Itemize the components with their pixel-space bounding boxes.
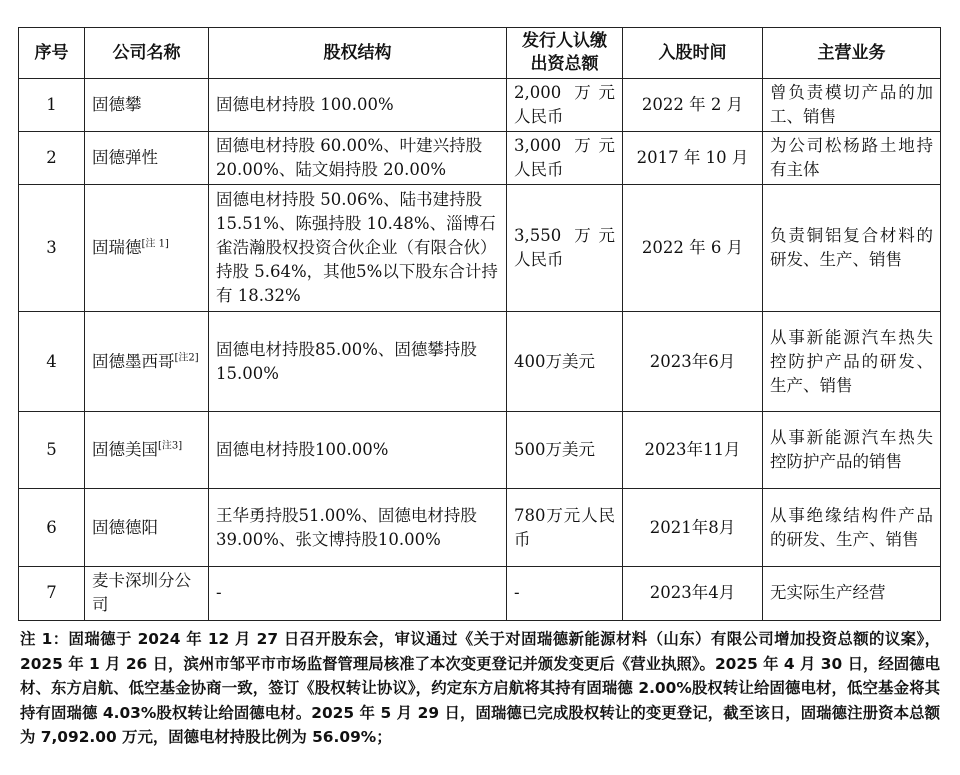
cell-company-name <box>85 185 209 311</box>
cell-business: 无实际生产经营 <box>763 566 941 620</box>
cell-date: 2021年8月 <box>623 489 763 566</box>
footnote-1: 注 1：固瑞德于 2024 年 12 月 27 日召开股东会，审议通过《关于对固瑞德新能源材料（山东）有限公司增加投资总额的议案》，2025 年 1 月 26 日，滨州市邹平市市场监督管理局核准了本次变更登记并颁发变更后《营业执照》。2025 年 4 月 30 日，经固德电材、东方启航、低空基金协商一致，签订《股权转让协议》，约定东方启航将其持有固瑞德 2.00%股权转让给固德电材，低空基金将其持有固瑞德 4.03%股权转让给固德电材。2025 年 5 月 29 日，固瑞德已完成股权转让的变更登记，截至该日，固瑞德注册资本总额为 7,092.00 万元，固德电材持股比例为 56.09%； <box>20 630 940 747</box>
cell-capital: 3,000 万元人民币 <box>507 132 623 185</box>
cell-business: 从事新能源汽车热失控防护产品的销售 <box>763 412 941 489</box>
cell-date: 2022 年 6 月 <box>623 185 763 311</box>
cell-no: 6 <box>19 489 85 566</box>
company-name: 固德美国 <box>92 440 158 460</box>
cell-capital: 780万元人民币 <box>507 489 623 566</box>
cell-no: 1 <box>19 79 85 132</box>
cell-capital: - <box>507 566 623 620</box>
company-name: 麦卡深圳分公司 <box>92 571 191 615</box>
company-name: 固德弹性 <box>92 148 158 168</box>
table-row <box>19 185 941 311</box>
company-name: 固德攀 <box>92 95 142 115</box>
cell-equity: 固德电材持股 50.06%、陆书建持股 15.51%、陈强持股 10.48%、淄博石雀浩瀚股权投资合伙企业（有限合伙）持股 5.64%，其他5%以下股东合计持有 18.32% <box>209 185 507 311</box>
table-row <box>19 566 941 620</box>
company-name: 固德德阳 <box>92 517 158 537</box>
cell-business: 从事绝缘结构件产品的研发、生产、销售 <box>763 489 941 566</box>
cell-company-name <box>85 79 209 132</box>
cell-no: 7 <box>19 566 85 620</box>
cell-company-name <box>85 132 209 185</box>
cell-date: 2022 年 2 月 <box>623 79 763 132</box>
table-row <box>19 311 941 411</box>
table-row <box>19 412 941 489</box>
table-row <box>19 132 941 185</box>
table-row <box>19 79 941 132</box>
header-entry-date: 入股时间 <box>623 28 763 79</box>
table-header-row <box>19 28 941 79</box>
cell-capital: 500万美元 <box>507 412 623 489</box>
cell-equity: - <box>209 566 507 620</box>
header-no: 序号 <box>19 28 85 79</box>
cell-capital: 3,550 万元人民币 <box>507 185 623 311</box>
cell-equity: 王华勇持股51.00%、固德电材持股39.00%、张文博持股10.00% <box>209 489 507 566</box>
cell-company-name <box>85 489 209 566</box>
company-note: [注2] <box>174 352 199 363</box>
cell-company-name <box>85 566 209 620</box>
cell-date: 2023年11月 <box>623 412 763 489</box>
company-note: [注 1] <box>141 238 169 250</box>
table-row <box>19 489 941 566</box>
header-company-name: 公司名称 <box>85 28 209 79</box>
cell-no: 4 <box>19 311 85 411</box>
cell-company-name <box>85 311 209 411</box>
cell-no: 3 <box>19 185 85 311</box>
cell-equity: 固德电材持股100.00% <box>209 412 507 489</box>
cell-date: 2017 年 10 月 <box>623 132 763 185</box>
cell-no: 2 <box>19 132 85 185</box>
header-subscribed-capital: 发行人认缴出资总额 <box>507 28 623 79</box>
cell-business: 负责铜铝复合材料的研发、生产、销售 <box>763 185 941 311</box>
cell-business: 为公司松杨路土地持有主体 <box>763 132 941 185</box>
cell-business: 从事新能源汽车热失控防护产品的研发、生产、销售 <box>763 311 941 411</box>
header-main-business: 主营业务 <box>763 28 941 79</box>
cell-date: 2023年4月 <box>623 566 763 620</box>
company-name: 固瑞德 <box>92 238 142 258</box>
cell-capital: 400万美元 <box>507 311 623 411</box>
cell-business: 曾负责模切产品的加工、销售 <box>763 79 941 132</box>
cell-no: 5 <box>19 412 85 489</box>
cell-capital: 2,000 万元人民币 <box>507 79 623 132</box>
subsidiary-table <box>18 27 941 621</box>
cell-equity: 固德电材持股85.00%、固德攀持股15.00% <box>209 311 507 411</box>
company-note: [注3] <box>158 440 183 452</box>
cell-equity: 固德电材持股 100.00% <box>209 79 507 132</box>
cell-company-name <box>85 412 209 489</box>
cell-date: 2023年6月 <box>623 311 763 411</box>
header-equity-structure: 股权结构 <box>209 28 507 79</box>
cell-equity: 固德电材持股 60.00%、叶建兴持股 20.00%、陆文娟持股 20.00% <box>209 132 507 185</box>
company-name: 固德墨西哥 <box>92 351 175 371</box>
